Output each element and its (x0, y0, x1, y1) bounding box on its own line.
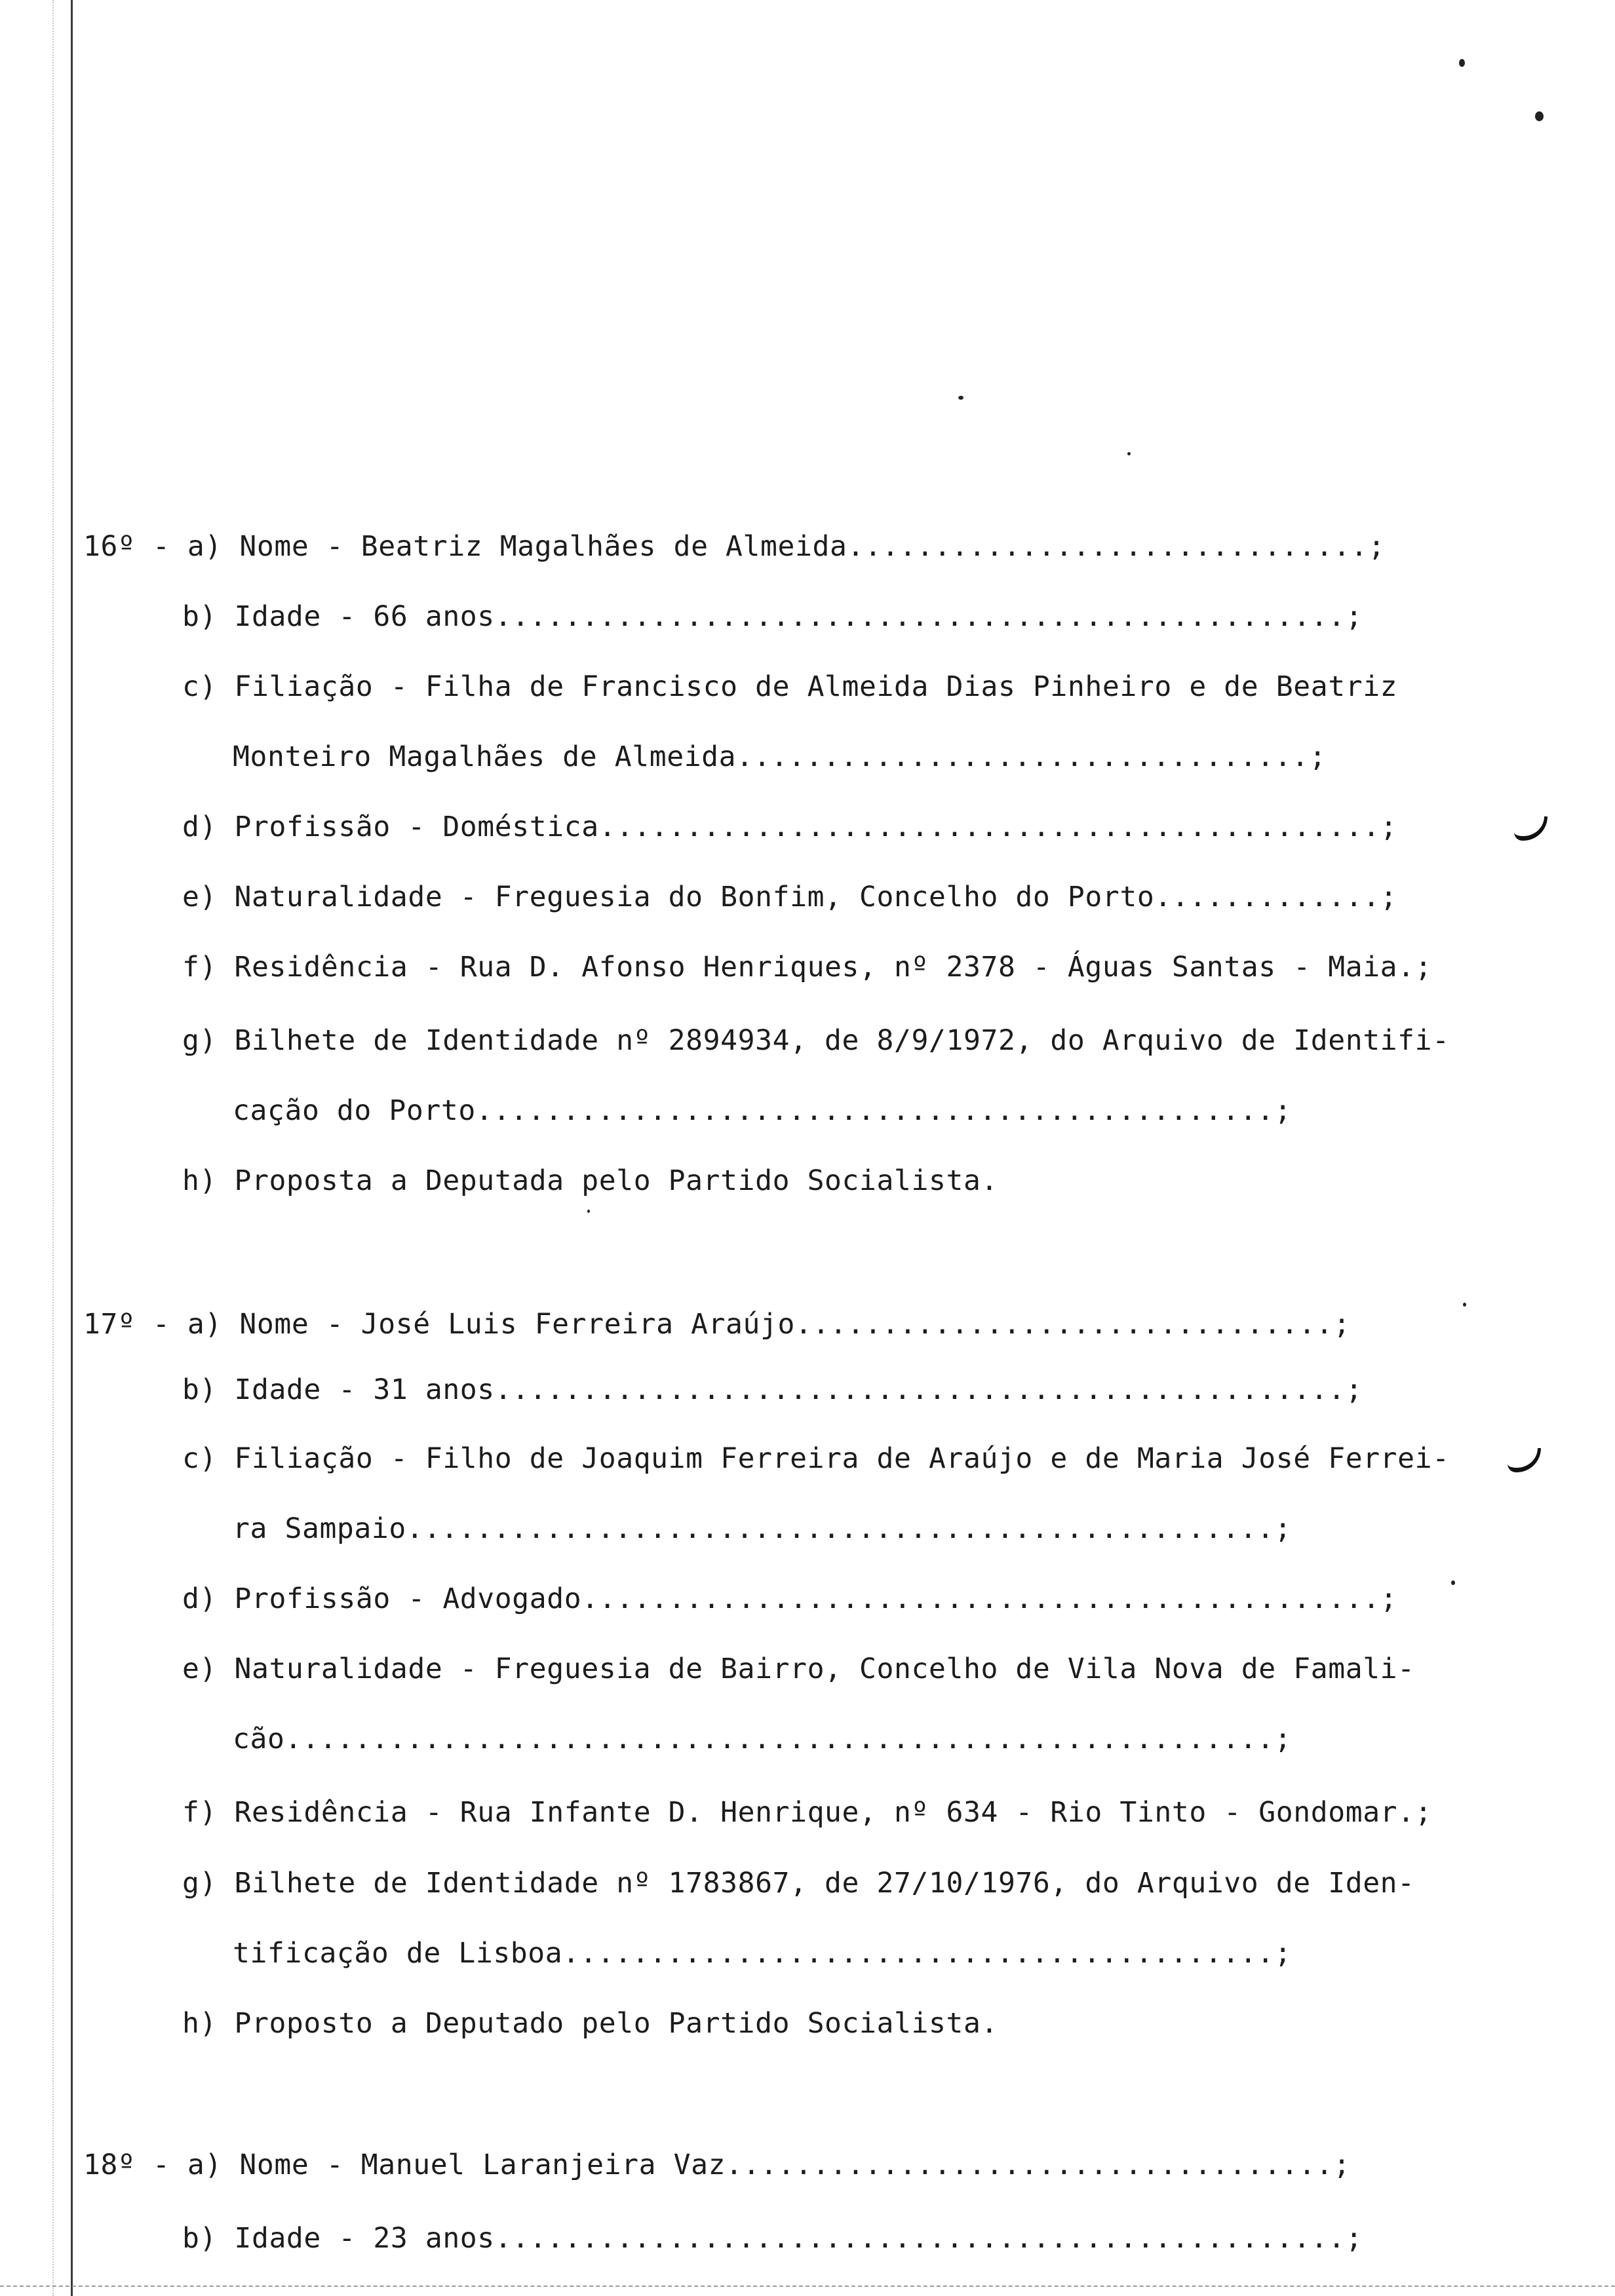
tick-mark (1508, 1448, 1541, 1472)
entry-17-line-9: g) Bilhete de Identidade nº 1783867, de 27/10/1976, do Arquivo de Iden- (182, 1867, 1415, 1900)
entry-16-line-3: c) Filiação - Filha de Francisco de Almeida Dias Pinheiro e de Beatriz (182, 670, 1398, 703)
ink-speck (1451, 1580, 1455, 1585)
page-margin-rule (71, 0, 73, 2296)
ink-speck (1459, 59, 1465, 67)
entry-16-line-7: f) Residência - Rua D. Afonso Henriques, nº 2378 - Águas Santas - Maia.; (182, 951, 1433, 984)
entry-16-line-9: cação do Porto..............................................; (233, 1094, 1292, 1127)
entry-17-line-3: c) Filiação - Filho de Joaquim Ferreira de Araújo e de Maria José Ferrei- (182, 1442, 1450, 1475)
ink-speck (587, 1210, 590, 1213)
entry-16-line-10: h) Proposta a Deputada pelo Partido Socialista. (182, 1164, 998, 1197)
entry-18-line-1: 18º - a) Nome - Manuel Laranjeira Vaz...................................; (83, 2149, 1351, 2181)
entry-16-line-5: d) Profissão - Doméstica.............................................; (182, 811, 1398, 843)
entry-17-line-11: h) Proposto a Deputado pelo Partido Socialista. (182, 2007, 998, 2040)
ink-speck (1127, 452, 1131, 455)
binding-edge-rule (52, 0, 54, 2296)
entry-17-line-4: ra Sampaio..................................................; (233, 1512, 1292, 1545)
entry-17-line-2: b) Idade - 31 anos.................................................; (182, 1373, 1363, 1406)
tick-mark (1514, 816, 1547, 841)
page-bottom-rule (0, 2286, 1615, 2287)
entry-17-line-1: 17º - a) Nome - José Luis Ferreira Araújo...............................; (83, 1308, 1351, 1341)
entry-18-line-2: b) Idade - 23 anos.................................................; (182, 2222, 1363, 2255)
entry-17-line-10: tificação de Lisboa.........................................; (233, 1937, 1292, 1970)
entry-17-line-5: d) Profissão - Advogado..............................................; (182, 1582, 1398, 1615)
entry-17-line-7: cão.........................................................; (233, 1723, 1292, 1755)
entry-16-line-6: e) Naturalidade - Freguesia do Bonfim, Concelho do Porto.............; (182, 881, 1398, 913)
entry-16-line-4: Monteiro Magalhães de Almeida.................................; (233, 740, 1327, 773)
entry-17-line-6: e) Naturalidade - Freguesia de Bairro, Concelho de Vila Nova de Famali- (182, 1653, 1415, 1685)
entry-16-line-2: b) Idade - 66 anos.................................................; (182, 600, 1363, 633)
ink-speck (1535, 111, 1544, 121)
entry-17-line-8: f) Residência - Rua Infante D. Henrique, nº 634 - Rio Tinto - Gondomar.; (182, 1796, 1433, 1829)
entry-16-line-1: 16º - a) Nome - Beatriz Magalhães de Almeida..............................; (83, 530, 1386, 563)
ink-speck (958, 396, 963, 400)
ink-speck (1463, 1303, 1466, 1307)
entry-16-line-8: g) Bilhete de Identidade nº 2894934, de 8/9/1972, do Arquivo de Identifi- (182, 1024, 1450, 1057)
